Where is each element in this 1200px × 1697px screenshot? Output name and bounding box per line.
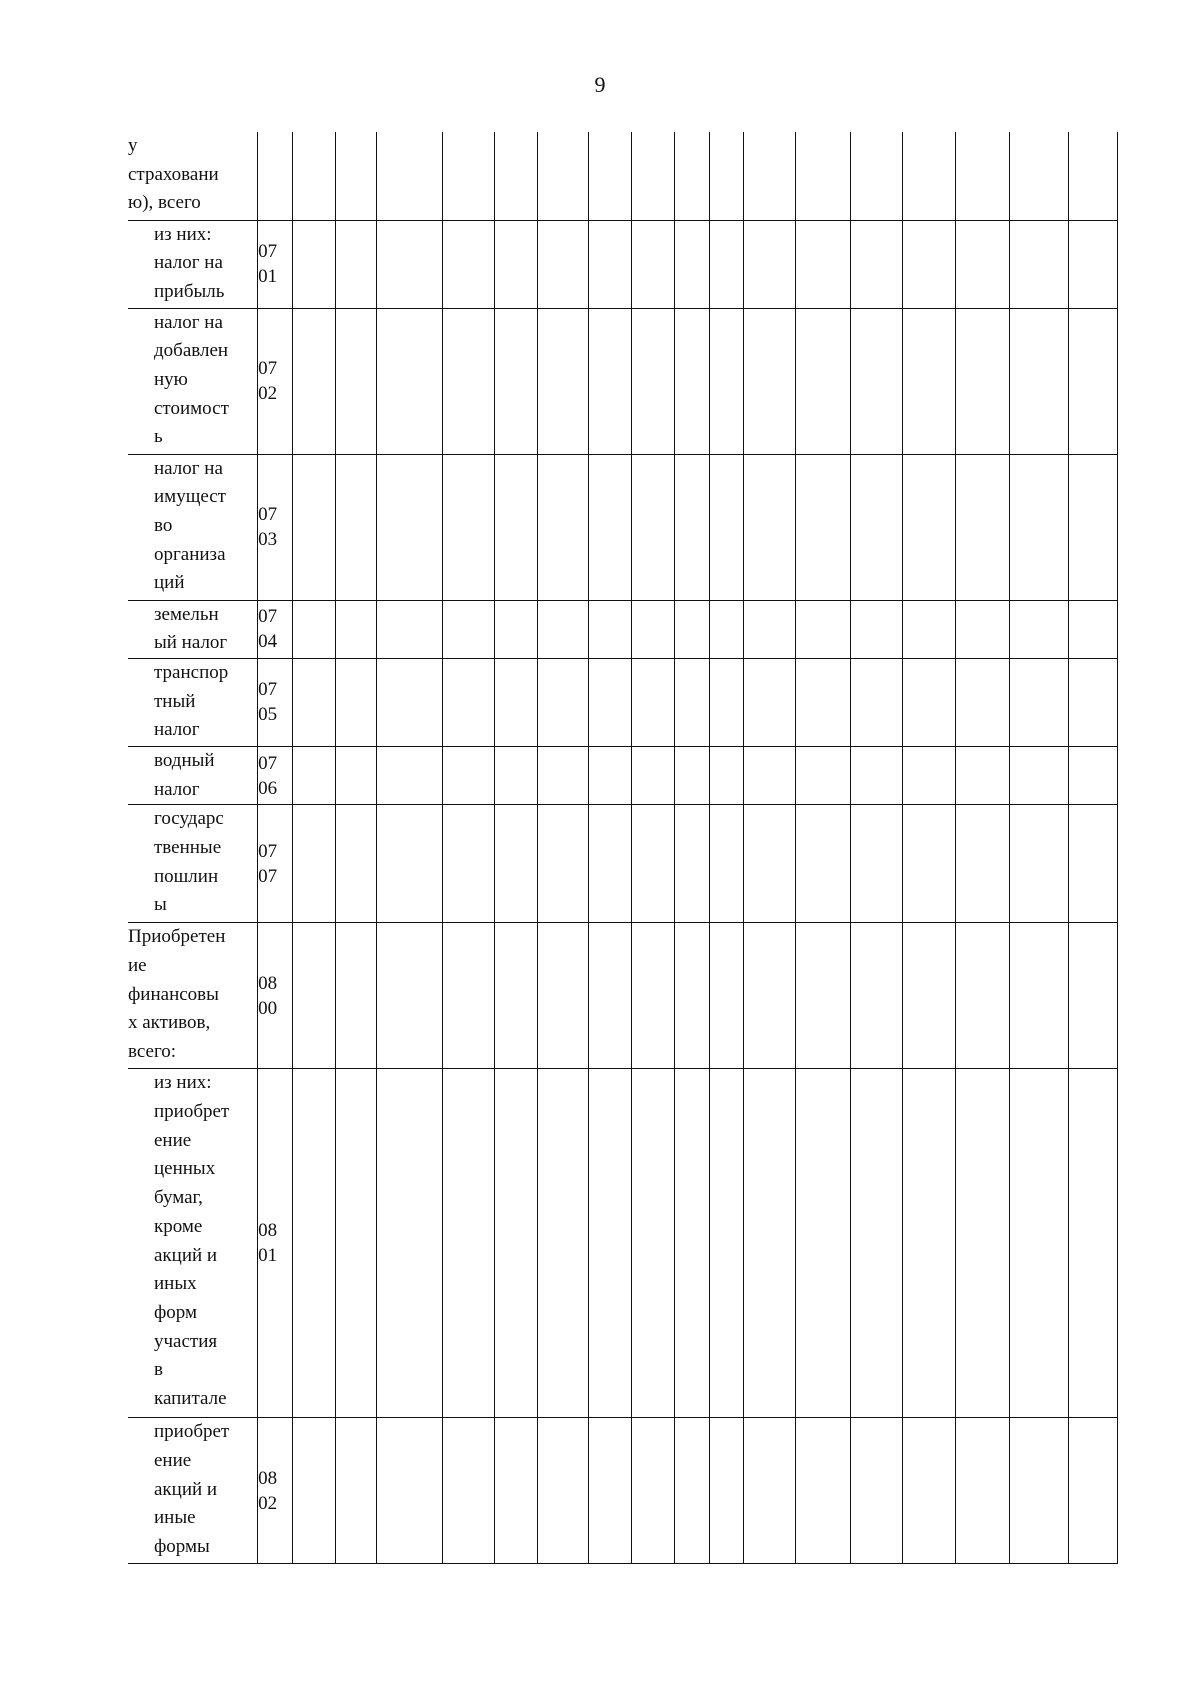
row-label-cell (128, 132, 258, 220)
empty-value-cell (293, 1418, 336, 1564)
empty-value-cell (709, 600, 743, 658)
empty-value-cell (494, 308, 537, 454)
empty-value-cell (902, 454, 956, 600)
empty-value-cell (1009, 600, 1068, 658)
empty-value-cell (902, 132, 956, 220)
empty-value-cell (1068, 454, 1117, 600)
empty-value-cell (851, 454, 902, 600)
empty-value-cell (494, 220, 537, 308)
empty-value-cell (902, 658, 956, 746)
empty-value-cell (956, 132, 1010, 220)
empty-value-cell (674, 805, 709, 923)
empty-value-cell (336, 746, 377, 804)
row-label-cell (128, 746, 258, 804)
table-row (128, 1418, 1118, 1564)
empty-value-cell (674, 308, 709, 454)
empty-value-cell (588, 220, 631, 308)
empty-value-cell (376, 1069, 442, 1418)
empty-value-cell (851, 132, 902, 220)
empty-value-cell (795, 1069, 851, 1418)
empty-value-cell (376, 923, 442, 1069)
row-label: из них: налог на прибыль (154, 223, 225, 302)
empty-value-cell (709, 658, 743, 746)
empty-value-cell (674, 1418, 709, 1564)
empty-value-cell (336, 454, 377, 600)
row-code-cell (258, 600, 293, 658)
empty-value-cell (443, 1418, 494, 1564)
empty-value-cell (494, 805, 537, 923)
empty-value-cell (494, 600, 537, 658)
empty-value-cell (293, 923, 336, 1069)
empty-value-cell (851, 805, 902, 923)
row-label-cell (128, 1069, 258, 1418)
empty-value-cell (795, 1418, 851, 1564)
empty-value-cell (631, 454, 674, 600)
empty-value-cell (494, 1418, 537, 1564)
empty-value-cell (494, 132, 537, 220)
empty-value-cell (795, 658, 851, 746)
row-label: водный налог (154, 749, 215, 800)
empty-value-cell (744, 220, 795, 308)
empty-value-cell (537, 220, 588, 308)
empty-value-cell (336, 1069, 377, 1418)
empty-value-cell (336, 923, 377, 1069)
empty-value-cell (709, 454, 743, 600)
table-row (128, 658, 1118, 746)
empty-value-cell (1009, 1069, 1068, 1418)
row-label-cell (128, 658, 258, 746)
empty-value-cell (1009, 923, 1068, 1069)
empty-value-cell (376, 454, 442, 600)
empty-value-cell (537, 454, 588, 600)
empty-value-cell (956, 600, 1010, 658)
empty-value-cell (956, 454, 1010, 600)
empty-value-cell (336, 308, 377, 454)
empty-value-cell (336, 132, 377, 220)
empty-value-cell (1009, 658, 1068, 746)
empty-value-cell (956, 1418, 1010, 1564)
empty-value-cell (744, 454, 795, 600)
empty-value-cell (674, 746, 709, 804)
row-code: 08 02 (258, 1467, 278, 1514)
row-code: 08 00 (258, 972, 278, 1019)
empty-value-cell (1009, 132, 1068, 220)
empty-value-cell (336, 600, 377, 658)
empty-value-cell (1009, 308, 1068, 454)
empty-value-cell (537, 658, 588, 746)
empty-value-cell (588, 805, 631, 923)
empty-value-cell (674, 454, 709, 600)
row-label: Приобретен ие финансовы х активов, всего: (128, 926, 226, 1063)
empty-value-cell (1009, 805, 1068, 923)
empty-value-cell (902, 220, 956, 308)
row-code-cell (258, 454, 293, 600)
empty-value-cell (631, 1418, 674, 1564)
empty-value-cell (631, 600, 674, 658)
row-label: налог на имущест во организа ций (154, 457, 226, 594)
empty-value-cell (1009, 746, 1068, 804)
empty-value-cell (851, 220, 902, 308)
row-code-cell (258, 1069, 293, 1418)
empty-value-cell (851, 658, 902, 746)
empty-value-cell (293, 454, 336, 600)
empty-value-cell (795, 308, 851, 454)
empty-value-cell (851, 1069, 902, 1418)
empty-value-cell (851, 1418, 902, 1564)
empty-value-cell (631, 805, 674, 923)
empty-value-cell (956, 308, 1010, 454)
empty-value-cell (336, 805, 377, 923)
table-row (128, 923, 1118, 1069)
empty-value-cell (744, 746, 795, 804)
empty-value-cell (956, 1069, 1010, 1418)
row-label: налог на добавлен ную стоимост ь (154, 311, 229, 448)
page-number: 9 (594, 72, 606, 97)
empty-value-cell (851, 923, 902, 1069)
empty-value-cell (744, 1418, 795, 1564)
row-label: из них: приобрет ение ценных бумаг, кроме акций и иных форм участия в капитале (154, 1072, 230, 1410)
empty-value-cell (709, 1069, 743, 1418)
empty-value-cell (537, 132, 588, 220)
empty-value-cell (1068, 600, 1117, 658)
row-code: 08 01 (258, 1220, 278, 1267)
empty-value-cell (795, 805, 851, 923)
empty-value-cell (631, 308, 674, 454)
empty-value-cell (1068, 923, 1117, 1069)
table-row (128, 454, 1118, 600)
empty-value-cell (709, 805, 743, 923)
empty-value-cell (1068, 805, 1117, 923)
row-code-cell (258, 658, 293, 746)
empty-value-cell (376, 308, 442, 454)
empty-value-cell (588, 1418, 631, 1564)
empty-value-cell (674, 132, 709, 220)
row-label-cell (128, 1418, 258, 1564)
empty-value-cell (376, 1418, 442, 1564)
empty-value-cell (537, 805, 588, 923)
empty-value-cell (902, 600, 956, 658)
empty-value-cell (709, 132, 743, 220)
empty-value-cell (902, 1069, 956, 1418)
empty-value-cell (376, 600, 442, 658)
empty-value-cell (851, 308, 902, 454)
empty-value-cell (376, 220, 442, 308)
row-code-cell (258, 805, 293, 923)
empty-value-cell (443, 220, 494, 308)
empty-value-cell (537, 600, 588, 658)
empty-value-cell (744, 308, 795, 454)
row-code: 07 05 (258, 679, 278, 726)
empty-value-cell (744, 658, 795, 746)
empty-value-cell (588, 658, 631, 746)
empty-value-cell (376, 132, 442, 220)
empty-value-cell (709, 746, 743, 804)
empty-value-cell (709, 308, 743, 454)
empty-value-cell (1068, 1418, 1117, 1564)
empty-value-cell (494, 923, 537, 1069)
empty-value-cell (902, 1418, 956, 1564)
row-code: 07 06 (258, 752, 278, 799)
empty-value-cell (494, 1069, 537, 1418)
empty-value-cell (588, 1069, 631, 1418)
empty-value-cell (376, 746, 442, 804)
empty-value-cell (1068, 746, 1117, 804)
empty-value-cell (1009, 220, 1068, 308)
empty-value-cell (795, 923, 851, 1069)
data-table (128, 132, 1118, 1564)
row-code-cell (258, 923, 293, 1069)
empty-value-cell (494, 454, 537, 600)
empty-value-cell (674, 923, 709, 1069)
row-code: 07 02 (258, 358, 278, 404)
empty-value-cell (443, 1069, 494, 1418)
row-label-cell (128, 308, 258, 454)
empty-value-cell (588, 600, 631, 658)
row-label-cell (128, 923, 258, 1069)
empty-value-cell (674, 220, 709, 308)
empty-value-cell (744, 923, 795, 1069)
empty-value-cell (1009, 454, 1068, 600)
row-label: государс твенные пошлин ы (154, 808, 224, 916)
empty-value-cell (443, 923, 494, 1069)
table-row (128, 600, 1118, 658)
empty-value-cell (902, 746, 956, 804)
row-code: 07 03 (258, 504, 278, 550)
empty-value-cell (1068, 132, 1117, 220)
empty-value-cell (956, 805, 1010, 923)
empty-value-cell (631, 1069, 674, 1418)
row-code-cell (258, 220, 293, 308)
empty-value-cell (443, 308, 494, 454)
empty-value-cell (443, 132, 494, 220)
empty-value-cell (1009, 1418, 1068, 1564)
empty-value-cell (744, 1069, 795, 1418)
table-row (128, 746, 1118, 804)
empty-value-cell (795, 132, 851, 220)
empty-value-cell (1068, 220, 1117, 308)
empty-value-cell (537, 923, 588, 1069)
empty-value-cell (1068, 1069, 1117, 1418)
empty-value-cell (537, 1069, 588, 1418)
empty-value-cell (902, 308, 956, 454)
empty-value-cell (795, 220, 851, 308)
empty-value-cell (674, 658, 709, 746)
empty-value-cell (293, 658, 336, 746)
empty-value-cell (956, 658, 1010, 746)
empty-value-cell (293, 308, 336, 454)
empty-value-cell (956, 746, 1010, 804)
empty-value-cell (588, 923, 631, 1069)
row-code-cell (258, 1418, 293, 1564)
empty-value-cell (744, 600, 795, 658)
empty-value-cell (537, 308, 588, 454)
empty-value-cell (709, 923, 743, 1069)
empty-value-cell (674, 1069, 709, 1418)
empty-value-cell (795, 600, 851, 658)
row-label: транспор тный налог (154, 661, 229, 741)
table-row (128, 805, 1118, 923)
row-label-cell (128, 805, 258, 923)
row-code: 07 04 (258, 606, 278, 653)
empty-value-cell (902, 805, 956, 923)
empty-value-cell (795, 746, 851, 804)
empty-value-cell (744, 132, 795, 220)
empty-value-cell (443, 600, 494, 658)
row-code-cell (258, 746, 293, 804)
empty-value-cell (956, 220, 1010, 308)
empty-value-cell (631, 132, 674, 220)
row-label-cell (128, 600, 258, 658)
empty-value-cell (588, 746, 631, 804)
empty-value-cell (744, 805, 795, 923)
empty-value-cell (588, 454, 631, 600)
empty-value-cell (293, 600, 336, 658)
empty-value-cell (709, 220, 743, 308)
empty-value-cell (709, 1418, 743, 1564)
table-row (128, 1069, 1118, 1418)
empty-value-cell (336, 1418, 377, 1564)
empty-value-cell (293, 746, 336, 804)
empty-value-cell (494, 746, 537, 804)
empty-value-cell (631, 746, 674, 804)
empty-value-cell (443, 658, 494, 746)
empty-value-cell (293, 805, 336, 923)
empty-value-cell (631, 220, 674, 308)
empty-value-cell (1068, 308, 1117, 454)
empty-value-cell (336, 220, 377, 308)
row-label-cell (128, 454, 258, 600)
empty-value-cell (443, 746, 494, 804)
empty-value-cell (443, 454, 494, 600)
row-code: 07 07 (258, 840, 278, 887)
empty-value-cell (336, 658, 377, 746)
empty-value-cell (293, 1069, 336, 1418)
empty-value-cell (674, 600, 709, 658)
empty-value-cell (537, 1418, 588, 1564)
table-row (128, 132, 1118, 220)
empty-value-cell (631, 658, 674, 746)
empty-value-cell (851, 746, 902, 804)
empty-value-cell (293, 132, 336, 220)
empty-value-cell (376, 805, 442, 923)
empty-value-cell (1068, 658, 1117, 746)
empty-value-cell (443, 805, 494, 923)
empty-value-cell (851, 600, 902, 658)
empty-value-cell (588, 132, 631, 220)
table-row (128, 308, 1118, 454)
empty-value-cell (795, 454, 851, 600)
empty-value-cell (956, 923, 1010, 1069)
row-code: 07 01 (258, 241, 278, 287)
empty-value-cell (537, 746, 588, 804)
row-label: земельн ый налог (154, 603, 228, 654)
row-code-cell (258, 132, 293, 220)
row-label-cell (128, 220, 258, 308)
empty-value-cell (902, 923, 956, 1069)
empty-value-cell (376, 658, 442, 746)
empty-value-cell (494, 658, 537, 746)
row-label: приобрет ение акций и иные формы (154, 1421, 230, 1558)
table-row (128, 220, 1118, 308)
empty-value-cell (631, 923, 674, 1069)
row-code-cell (258, 308, 293, 454)
empty-value-cell (293, 220, 336, 308)
empty-value-cell (588, 308, 631, 454)
row-label: у страховани ю), всего (128, 135, 219, 214)
